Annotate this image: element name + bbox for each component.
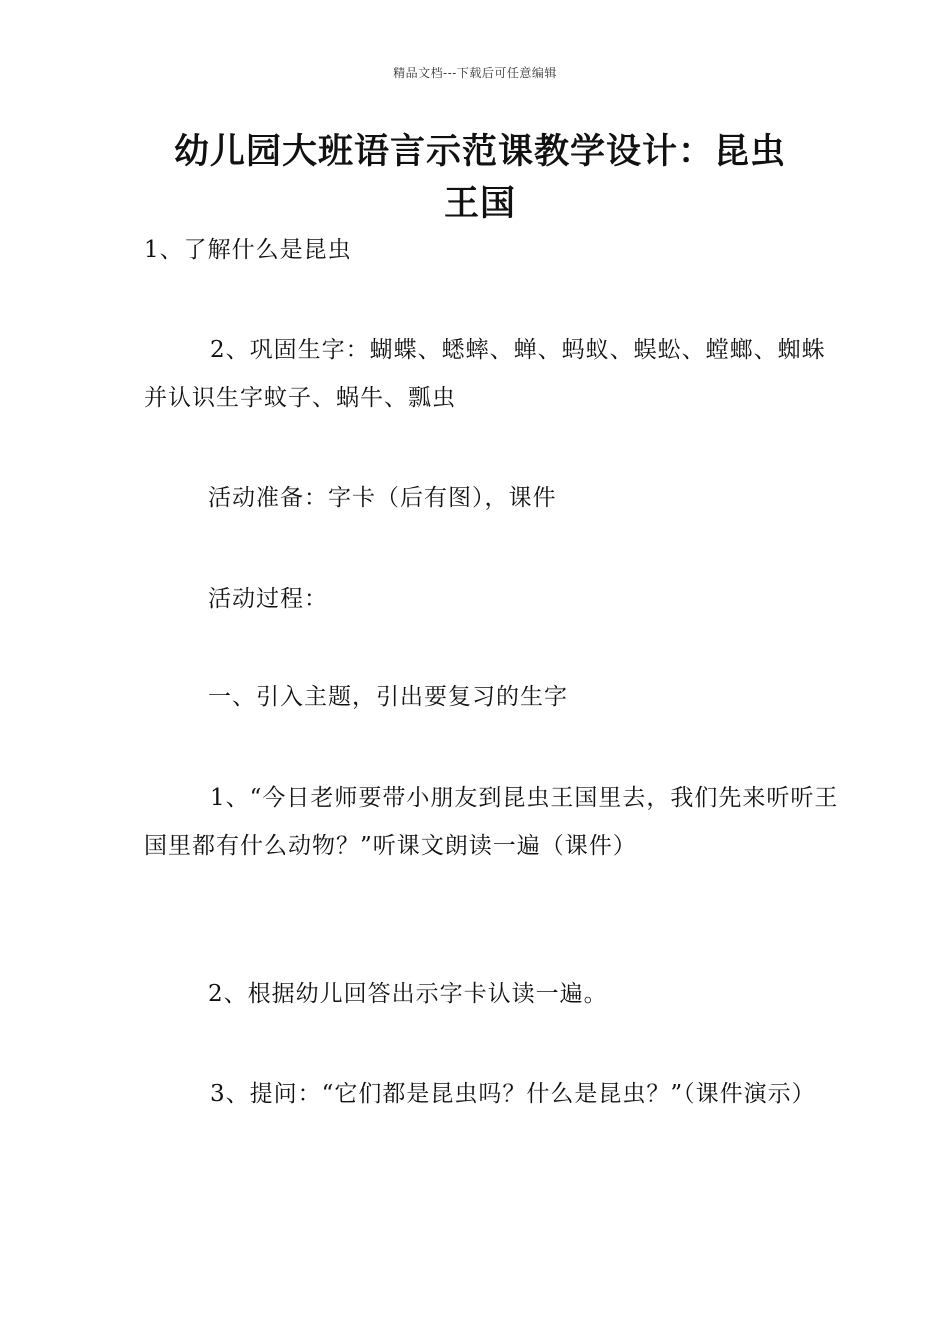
activity-process-heading: 活动过程：: [208, 586, 328, 612]
title-line-1: 幼儿园大班语言示范课教学设计：昆虫: [173, 132, 786, 172]
goal-1: 1、了解什么是昆虫: [144, 237, 352, 263]
activity-preparation: 活动准备：字卡（后有图），课件: [208, 485, 557, 511]
document-title: [140, 126, 820, 230]
step-3: 3、提问：“它们都是昆虫吗？什么是昆虫？”（课件演示）: [210, 1081, 816, 1107]
step-1: 1、“今日老师要带小朋友到昆虫王国里去，我们先来听听王国里都有什么动物？”听课文朗读一遍（课件）: [144, 785, 839, 859]
goal-2: 2、巩固生字：蝴蝶、蟋蟀、蝉、蚂蚁、蜈蚣、螳螂、蜘蛛并认识生字蚊子、蜗牛、瓢虫: [144, 337, 826, 411]
page-header: 精品文档---下载后可任意编辑: [393, 66, 557, 80]
section-1-heading: 一、引入主题，引出要复习的生字: [208, 684, 568, 710]
title-line-2: 王国: [443, 184, 516, 224]
step-2: 2、根据幼儿回答出示字卡认读一遍。: [208, 981, 608, 1007]
